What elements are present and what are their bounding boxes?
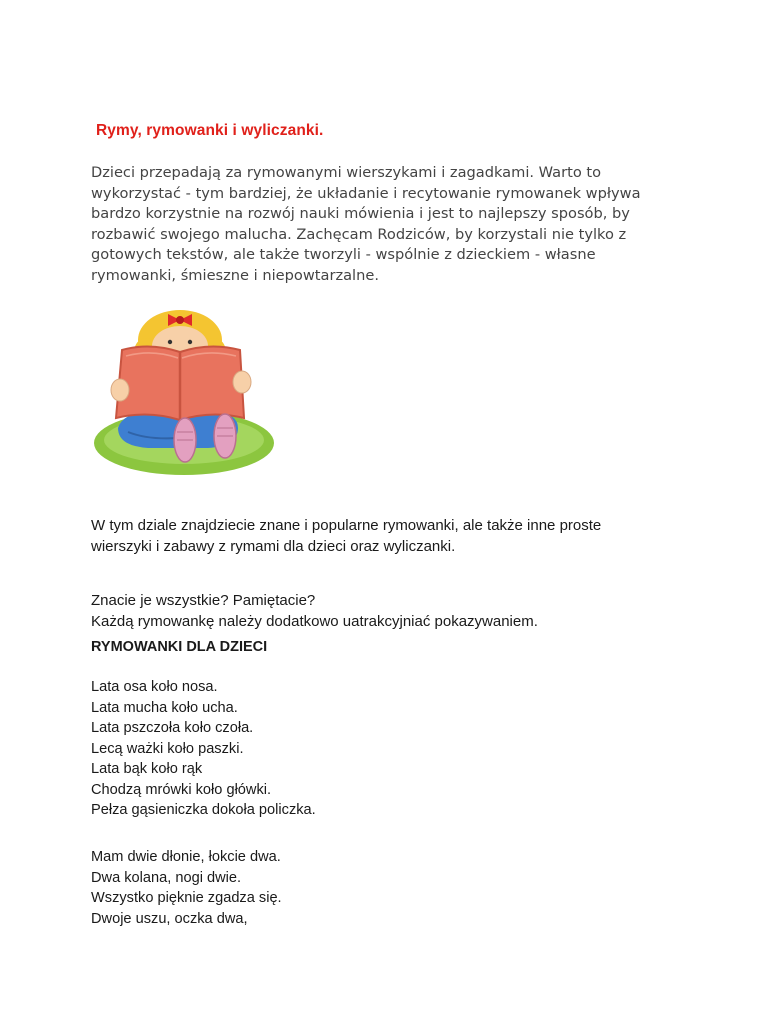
description-line: W tym dziale znajdziecie znane i popularne rymowanki, ale także inne proste bbox=[91, 517, 602, 534]
left-hand bbox=[111, 379, 129, 401]
poem-line: Mam dwie dłonie, łokcie dwa. bbox=[91, 849, 281, 865]
rhyme-poem-2 bbox=[91, 847, 591, 929]
poem-line: Lata mucha koło ucha. bbox=[91, 699, 238, 716]
poem-line: Dwoje uszu, oczka dwa, bbox=[91, 910, 248, 927]
intro-line: bardzo korzystnie na rozwój nauki mówienia i jest to najlepszy sposób, by bbox=[91, 205, 630, 223]
description-line: wierszyki i zabawy z rymami dla dzieci oraz wyliczanki. bbox=[91, 537, 456, 555]
intro-line: Dzieci przepadają za rymowanymi wierszykami i zagadkami. Warto to bbox=[91, 164, 602, 181]
poem-line: Chodzą mrówki koło główki. bbox=[91, 781, 272, 798]
poem-line: Wszystko pięknie zgadza się. bbox=[91, 890, 282, 906]
right-hand bbox=[233, 371, 251, 393]
poem-line: Pełza gąsieniczka dokoła policzka. bbox=[91, 802, 316, 818]
poem-line: Lata bąk koło rąk bbox=[91, 761, 203, 777]
question-line: Znacie je wszystkie? Pamiętacie? bbox=[91, 592, 316, 609]
intro-line: rymowanki, śmieszne i niepowtarzalne. bbox=[91, 266, 379, 284]
document-title: Rymy, rymowanki i wyliczanki. bbox=[96, 122, 324, 139]
poem-line: Lecą ważki koło paszki. bbox=[91, 740, 244, 757]
poem-line: Lata osa koło nosa. bbox=[91, 679, 218, 695]
section-heading: RYMOWANKI DLA DZIECI bbox=[91, 639, 268, 655]
intro-line: wykorzystać - tym bardziej, że układanie i recytowanie rymowanek wpływa bbox=[91, 184, 641, 202]
question-line: Każdą rymowankę należy dodatkowo uatrakcyjniać pokazywaniem. bbox=[91, 612, 538, 630]
question-paragraph bbox=[91, 591, 691, 632]
intro-line: gotowych tekstów, ale także tworzyli - wspólnie z dzieckiem - własne bbox=[91, 246, 596, 264]
rhyme-poem-1 bbox=[91, 677, 591, 821]
intro-paragraph bbox=[91, 163, 691, 287]
poem-line: Dwa kolana, nogi dwie. bbox=[91, 869, 242, 886]
child-reading-book-icon bbox=[88, 300, 276, 480]
poem-line: Lata pszczoła koło czoła. bbox=[91, 720, 254, 736]
intro-line: rozbawić swojego malucha. Zachęcam Rodziców, by korzystali nie tylko z bbox=[91, 225, 627, 243]
section-description bbox=[91, 516, 691, 557]
